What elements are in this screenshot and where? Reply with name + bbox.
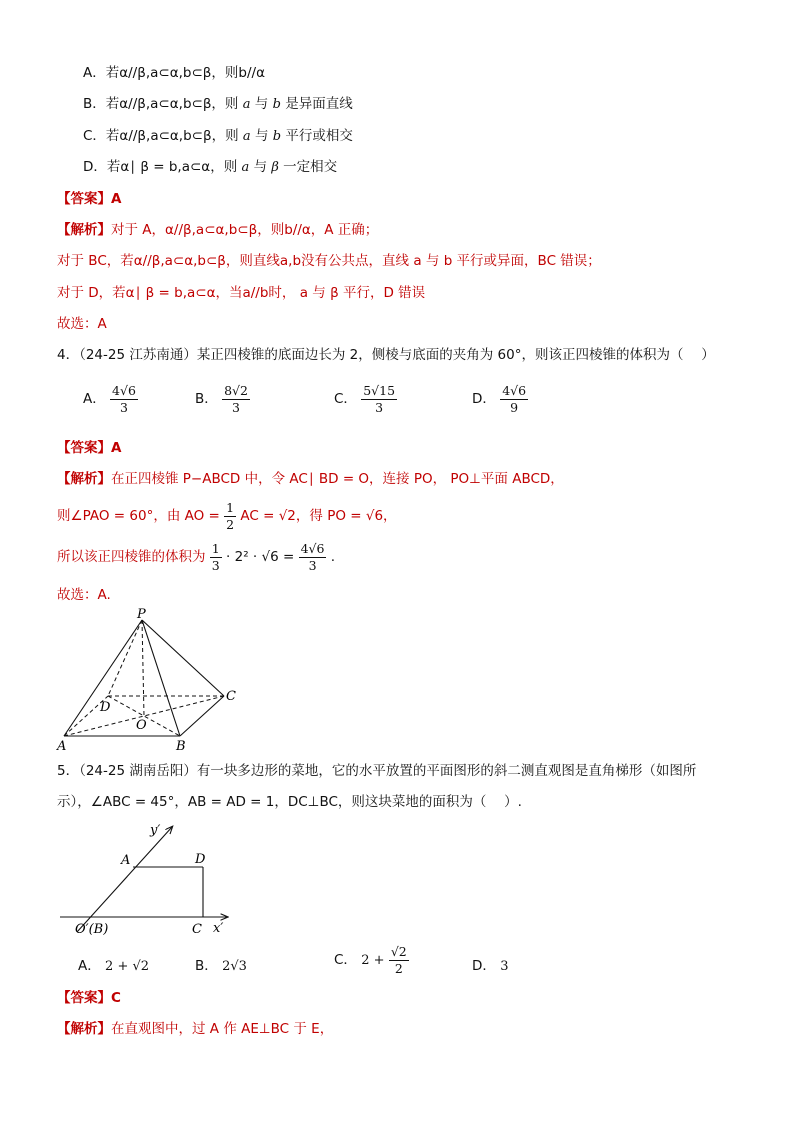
q3-answer-label: 【答案】 <box>57 191 111 207</box>
q4-expl-3-pre: 所以该正四棱锥的体积为 <box>57 549 206 565</box>
q4-explanation-2 <box>57 500 397 532</box>
q3-option-c <box>83 127 353 146</box>
q4-option-c <box>334 383 397 415</box>
q4-option-b-frac <box>222 383 250 415</box>
q5-option-a-text: 2 + √2 <box>105 959 150 974</box>
label-c: C <box>226 689 236 704</box>
label-d: D <box>100 700 111 715</box>
q4-expl-1-text: 在正四棱锥 P−ABCD 中，令 AC∣ BD = O，连接 PO， PO⊥平面 ABCD， <box>111 471 564 487</box>
q3-choose <box>57 315 107 333</box>
q5-option-c <box>334 944 409 976</box>
q3-option-d-mid: 与 <box>253 159 268 175</box>
q3-option-b-post: 是异面直线 <box>285 96 353 112</box>
q3-option-c-post: 平行或相交 <box>285 128 353 144</box>
q5-expl-1-text: 在直观图中，过 A 作 AE⊥BC 于 E， <box>111 1021 334 1037</box>
q3-expl-3-text: 对于 D，若α∣ β = b,a⊂α，当a//b时， a 与 β 平行，D 错误 <box>57 285 426 301</box>
q4-expl-2-post: AC = √2，得 PO = √6， <box>240 508 397 524</box>
q4-option-a <box>83 383 138 415</box>
label-a: A <box>121 853 131 868</box>
q4-expl-3-mid: · 2² · √6 = <box>226 549 295 565</box>
q3-explanation-2 <box>57 252 601 270</box>
q3-option-d <box>83 158 337 177</box>
q3-option-d-pre: D．若α∣ β = b,a⊂α，则 <box>83 159 238 175</box>
q5-explanation-1 <box>57 1020 333 1038</box>
q4-expl-2-frac-num: 1 <box>226 500 235 515</box>
label-b: B <box>176 739 186 753</box>
q3-option-c-a: a <box>242 129 251 144</box>
q3-option-b-a: a <box>242 97 251 112</box>
q3-option-b-b: b <box>272 97 281 112</box>
q5-option-b <box>195 954 247 974</box>
q5-option-d-text: 3 <box>500 959 509 974</box>
q4-expl-3-frac-num: 1 <box>211 541 220 556</box>
q3-explanation-3 <box>57 284 425 302</box>
q4-option-b-num: 8√2 <box>224 383 248 398</box>
label-d: D <box>195 852 206 867</box>
label-a: A <box>57 739 67 753</box>
q5-answer-value: C <box>111 990 121 1006</box>
q3-option-d-b: β <box>271 160 279 175</box>
q4-option-a-den: 3 <box>120 400 128 415</box>
q5-answer-label: 【答案】 <box>57 990 111 1006</box>
q3-answer-value: A <box>111 191 122 207</box>
q4-stem-text: 4．（24-25 江苏南通）某正四棱锥的底面边长为 2，侧棱与底面的夹角为 60°，则该正四棱锥的体积为（ ） <box>57 347 715 363</box>
q5-option-b-text: 2√3 <box>222 959 247 974</box>
q4-answer <box>57 439 121 457</box>
edge-pa <box>64 620 142 736</box>
q3-option-b-mid: 与 <box>254 96 269 112</box>
q4-choose-text: 故选：A. <box>57 587 111 603</box>
q5-option-a <box>78 954 149 974</box>
q3-option-c-pre: C．若α//β,a⊂α,b⊂β，则 <box>83 128 239 144</box>
q3-choose-text: 故选：A <box>57 316 107 332</box>
q3-option-c-mid: 与 <box>254 128 269 144</box>
q4-expl-3-result-num: 4√6 <box>300 541 325 556</box>
q3-option-b-pre: B．若α//β,a⊂α,b⊂β，则 <box>83 96 239 112</box>
q4-expl-label: 【解析】 <box>57 471 111 487</box>
q5-option-c-label: C． <box>334 952 357 968</box>
q4-option-a-label: A． <box>83 391 106 407</box>
q5-option-c-frac <box>389 944 409 976</box>
q3-option-a-text: A．若α//β,a⊂α,b⊂β，则b//α <box>83 65 265 81</box>
q4-option-c-num: 5√15 <box>363 383 396 398</box>
q4-expl-2-frac-den: 2 <box>226 517 235 532</box>
q5-option-c-num: √2 <box>390 944 407 959</box>
q4-option-b-den: 3 <box>232 400 240 415</box>
q5-stem-2 <box>57 793 522 811</box>
q3-option-d-a: a <box>241 160 250 175</box>
q4-expl-3-frac <box>210 541 222 573</box>
q5-stem-2-text: 示），∠ABC = 45°，AB = AD = 1，DC⊥BC，则这块菜地的面积为（ ）. <box>57 794 522 810</box>
q4-option-c-frac <box>361 383 397 415</box>
q5-stem-1-text: 5．（24-25 湖南岳阳）有一块多边形的菜地，它的水平放置的平面图形的斜二测直观图是直角梯形（如图所 <box>57 763 697 779</box>
q4-choose <box>57 586 111 604</box>
q3-option-a <box>83 64 265 82</box>
q4-option-d-den: 9 <box>510 400 519 415</box>
q4-stem <box>57 346 715 364</box>
trapezoid-figure <box>55 815 240 940</box>
q4-option-c-label: C． <box>334 391 357 407</box>
q3-expl-2-text: 对于 BC，若α//β,a⊂α,b⊂β，则直线a,b没有公共点，直线 a 与 b 平行或异面，BC 错误； <box>57 253 601 269</box>
label-y-prime: y′ <box>150 823 161 838</box>
q5-option-a-label: A． <box>78 958 101 974</box>
q3-expl-label: 【解析】 <box>57 222 111 238</box>
q5-option-b-label: B． <box>195 958 218 974</box>
q5-option-c-pre: 2 + <box>361 953 385 968</box>
q3-option-b <box>83 95 353 114</box>
label-p: P <box>137 608 146 622</box>
q4-expl-3-result <box>299 541 327 573</box>
q4-answer-label: 【答案】 <box>57 440 111 456</box>
q3-option-d-post: 一定相交 <box>283 159 338 175</box>
q4-expl-3-result-den: 3 <box>308 558 317 573</box>
height-po <box>142 620 144 716</box>
q3-expl-1-text: 对于 A，α//β,a⊂α,b⊂β，则b//α，A 正确； <box>111 222 379 238</box>
q4-option-d-label: D． <box>472 391 496 407</box>
q4-option-c-den: 3 <box>375 400 384 415</box>
q4-explanation-3 <box>57 541 335 573</box>
pyramid-figure <box>52 608 252 753</box>
q5-stem-1 <box>57 762 696 780</box>
q4-option-a-num: 4√6 <box>112 383 136 398</box>
q4-option-b-label: B． <box>195 391 218 407</box>
label-o-prime-b: O′(B) <box>75 922 109 937</box>
q4-option-d-num: 4√6 <box>502 383 527 398</box>
label-x-prime: x′ <box>213 921 224 936</box>
q4-answer-value: A <box>111 440 122 456</box>
q3-explanation-1 <box>57 221 378 239</box>
q4-expl-2-pre: 则∠PAO = 60°，由 AO = <box>57 508 220 524</box>
label-o: O <box>136 718 147 733</box>
q4-option-d <box>472 383 528 415</box>
q5-option-c-den: 2 <box>394 961 403 976</box>
q5-option-d <box>472 954 508 974</box>
q4-explanation-1 <box>57 470 564 488</box>
q4-option-d-frac <box>500 383 528 415</box>
q5-expl-label: 【解析】 <box>57 1021 111 1037</box>
q3-option-c-b: b <box>272 129 282 144</box>
edge-pd <box>108 620 142 696</box>
q5-option-d-label: D． <box>472 958 496 974</box>
label-c: C <box>192 922 202 937</box>
q4-expl-3-post: . <box>330 549 336 565</box>
q4-option-a-frac <box>110 383 138 415</box>
q3-answer <box>57 190 121 208</box>
q4-expl-2-frac <box>224 500 236 532</box>
q4-expl-3-frac-den: 3 <box>211 558 220 573</box>
q5-answer <box>57 989 121 1007</box>
q4-option-b <box>195 383 250 415</box>
y-axis <box>77 827 172 932</box>
